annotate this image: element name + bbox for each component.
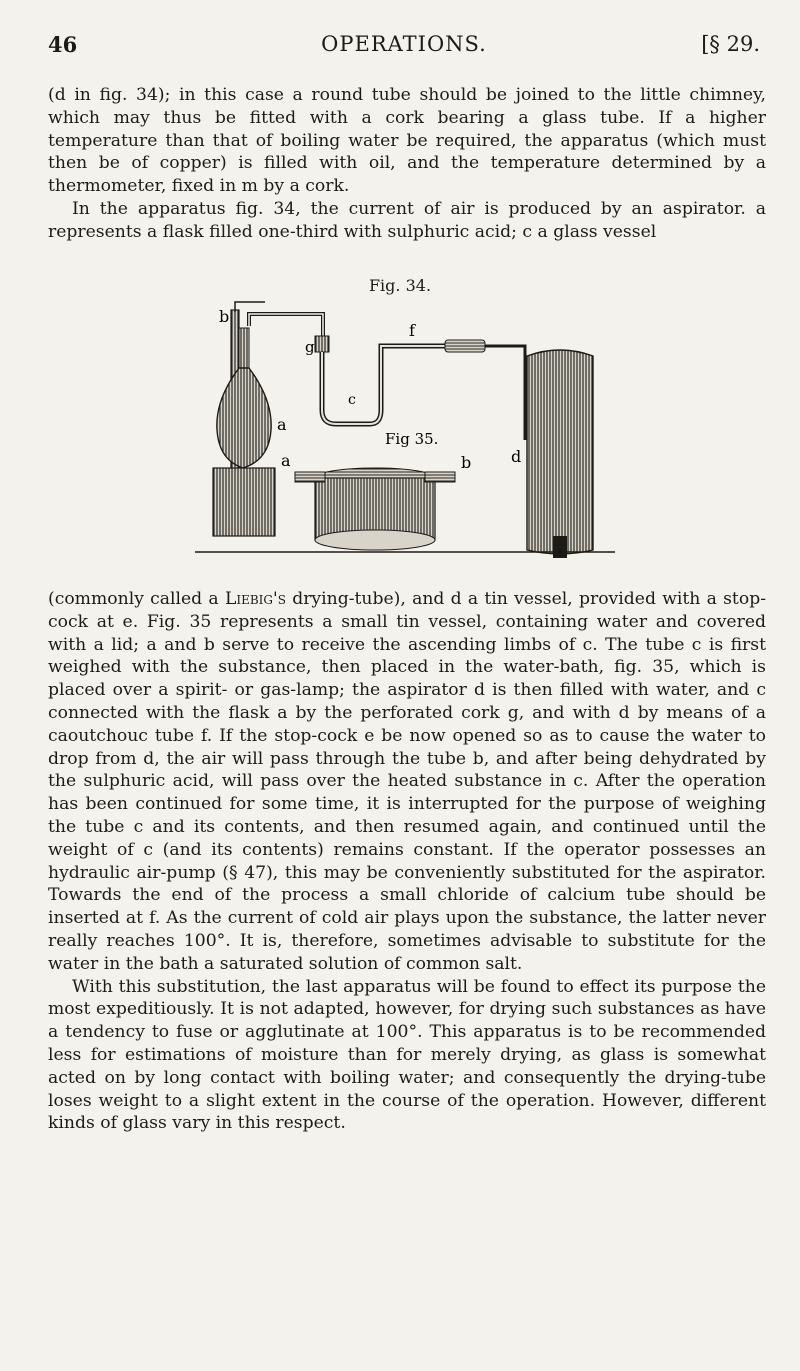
label-d: d [511,447,522,466]
flask-a [213,328,275,536]
label-b-left: b [219,307,230,326]
label-f: f [409,321,415,340]
running-header [48,32,760,62]
paragraph: With this substitution, the last apparatus will be found to effect its purpose the most expeditiously. It is not adapted, however, for drying such substances as have a tendency to fuse or agglutinate at 100°. This apparatus is to be recommended less for estimations of moisture than for merely drying, as glass is somewhat acted on by long contact with boiling water; and consequently the drying-tube loses weight to a slight extent in the course of the operation. However, different kinds of glass vary in this respect. [48,976,766,1134]
figure-caption: Fig. 34. [368,276,432,295]
body-text-top [48,84,766,244]
label-b-bath: b [461,453,472,472]
text-run: (commonly called a [48,589,225,609]
label-a-flask: a [277,415,287,434]
page-number: 46 [48,32,78,57]
label-c: c [348,392,356,408]
running-title: OPERATIONS. [321,32,487,56]
paragraph [48,588,766,976]
tube-f [445,340,525,440]
name-smallcaps: Liebig's [224,589,286,609]
section-marker: [§ 29. [701,32,760,56]
label-a-bath: a [281,451,291,470]
label-fig35: Fig 35. [385,430,439,448]
drying-tube-c [315,336,445,424]
body-text-bottom [48,588,766,1135]
text-run: drying-tube), and d a tin vessel, provided with a stop-cock at e. Fig. 35 represents a small tin vessel, containing water and covered with a lid; a and b serve to receive the ascending limbs of c. The tube c is first weighed with the substance, then placed in the water-bath, fig. 35, which is placed over a spirit- or gas-lamp; the aspirator d is then filled with water, and c connected with the flask a by the perforated cork g, and with d by means of a caoutchouc tube f. If the stop-cock e be now opened so as to cause the water to drop from d, the air will pass through the tube b, and after being dehydrated by the sulphuric acid, will pass over the heated substance in c. After the operation has been continued for some time, it is interrupted for the purpose of weighing the tube c and its contents, and then resumed again, and continued until the weight of c (and its contents) remains constant. If the operator possesses an hydraulic air-pump (§ 47), this may be conveniently substituted for the aspirator. Towards the end of the process a small chloride of calcium tube should be inserted at f. As the current of cold air plays upon the substance, the latter never really reaches 100°. It is, therefore, sometimes advisable to substitute for the water in the bath a saturated solution of common salt. [48,589,766,974]
paragraph: In the apparatus fig. 34, the current of air is produced by an aspirator. a represents a flask filled one-third with sulphuric acid; c a glass vessel [48,198,766,242]
paragraph: (d in fig. 34); in this case a round tube should be joined to the little chimney, which may thus be fitted with a cork bearing a glass tube. If a higher temperature than that of boiling water be required, the apparatus (which must then be of copper) is filled with oil, and the temperature determined by a thermometer, fixed in m by a cork. [48,85,766,197]
label-g: g [305,338,315,356]
water-bath-fig35 [295,468,455,550]
aspirator-d [527,308,615,558]
apparatus-illustration [195,300,615,562]
